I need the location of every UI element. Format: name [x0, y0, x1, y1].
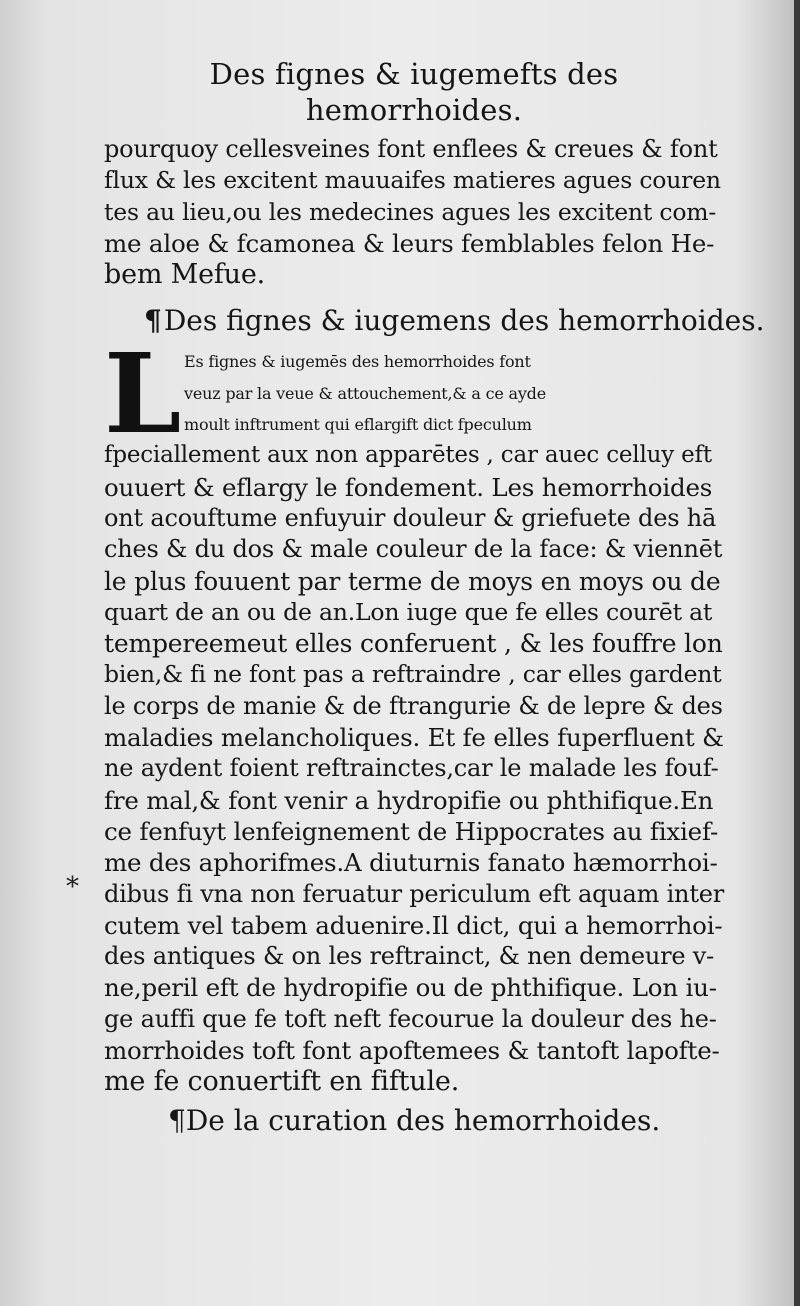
text-line: me des aphorifmes.A diuturnis fanato hæmorrhoi-: [104, 848, 718, 878]
running-head: Des fignes & iugemefts des hemorrhoides.: [209, 57, 619, 127]
text-line: pourquoy cellesveines font enflees & creues & font: [104, 135, 718, 163]
text-line: flux & les excitent mauuaifes matieres agues couren: [104, 166, 721, 195]
text-line: bem Mefue.: [104, 259, 266, 291]
intro-paragraph: [104, 134, 724, 290]
text-line: fpeciallement aux non apparētes , car auec celluy eft: [104, 442, 712, 469]
text-line: ouuert & eflargy le fondement. Les hemorrhoides: [104, 472, 713, 502]
closing-heading-text: De la curation des hemorrhoides.: [185, 1103, 661, 1137]
body-paragraph: [104, 440, 724, 1097]
text-line: ce fenfuyt lenfeignement de Hippocrates au fixief-: [104, 816, 719, 846]
text-line: ches & du dos & male couleur de la face: & viennēt: [104, 535, 723, 564]
text-line: Es fignes & iugemēs des hemorrhoides font: [184, 352, 531, 372]
text-line: dibus fi vna non feruatur periculum eft aquam inter: [104, 879, 725, 908]
pilcrow-icon: ¶: [144, 304, 162, 338]
section-heading-text: Des fignes & iugemens des hemorrhoides.: [163, 304, 765, 338]
text-line: le corps de manie & de ftrangurie & de lepre & des: [104, 691, 723, 720]
text-line: cutem vel tabem aduenire.Il dict, qui a hemorrhoi-: [104, 910, 723, 940]
margin-asterisk: *: [66, 872, 79, 902]
text-line: tes au lieu,ou les medecines agues les excitent com-: [104, 197, 717, 226]
text-line: ont acouftume enfuyuir douleur & griefuete des hā: [104, 503, 717, 532]
text-line: maladies melancholiques. Et fe elles fuperfluent &: [104, 723, 724, 753]
text-line: des antiques & on les reftrainct, & nen demeure v-: [104, 942, 715, 971]
text-line: ne,peril eft de hydropifie ou de phthifique. Lon iu-: [104, 973, 717, 1003]
text-line: fre mal,& font venir a hydropifie ou phthifique.En: [104, 785, 714, 815]
text-line: moult inftrument qui eflargift dict fpeculum: [184, 415, 532, 435]
closing-heading: [168, 1104, 724, 1138]
text-line: morrhoides toft font apoftemees & tantoft lapofte-: [104, 1036, 720, 1066]
text-line: ne aydent foient reftrainctes,car le malade les fouf-: [104, 754, 719, 783]
text-line: me fe conuertift en fiftule.: [104, 1066, 460, 1098]
text-line: veuz par la veue & attouchement,& a ce ayde: [184, 383, 546, 403]
text-line: tempereemeut elles conferuent , & les fouffre lon: [104, 629, 723, 659]
text-line: quart de an ou de an.Lon iuge que fe elles courēt at: [104, 597, 713, 626]
text-line: bien,& fi ne font pas a reftraindre , car elles gardent: [104, 660, 722, 689]
drop-cap-letter: L: [104, 329, 182, 459]
pilcrow-icon: ¶: [168, 1103, 186, 1137]
section-heading: [144, 304, 765, 338]
text-line: ge auffi que fe toft neft fecourue la douleur des he-: [104, 1004, 717, 1033]
text-line: le plus fouuent par terme de moys en moys ou de: [104, 566, 721, 596]
text-column: [104, 56, 765, 1138]
text-line: me aloe & fcamonea & leurs femblables felon He-: [104, 228, 715, 258]
page-edge-shadow: [794, 0, 800, 1306]
